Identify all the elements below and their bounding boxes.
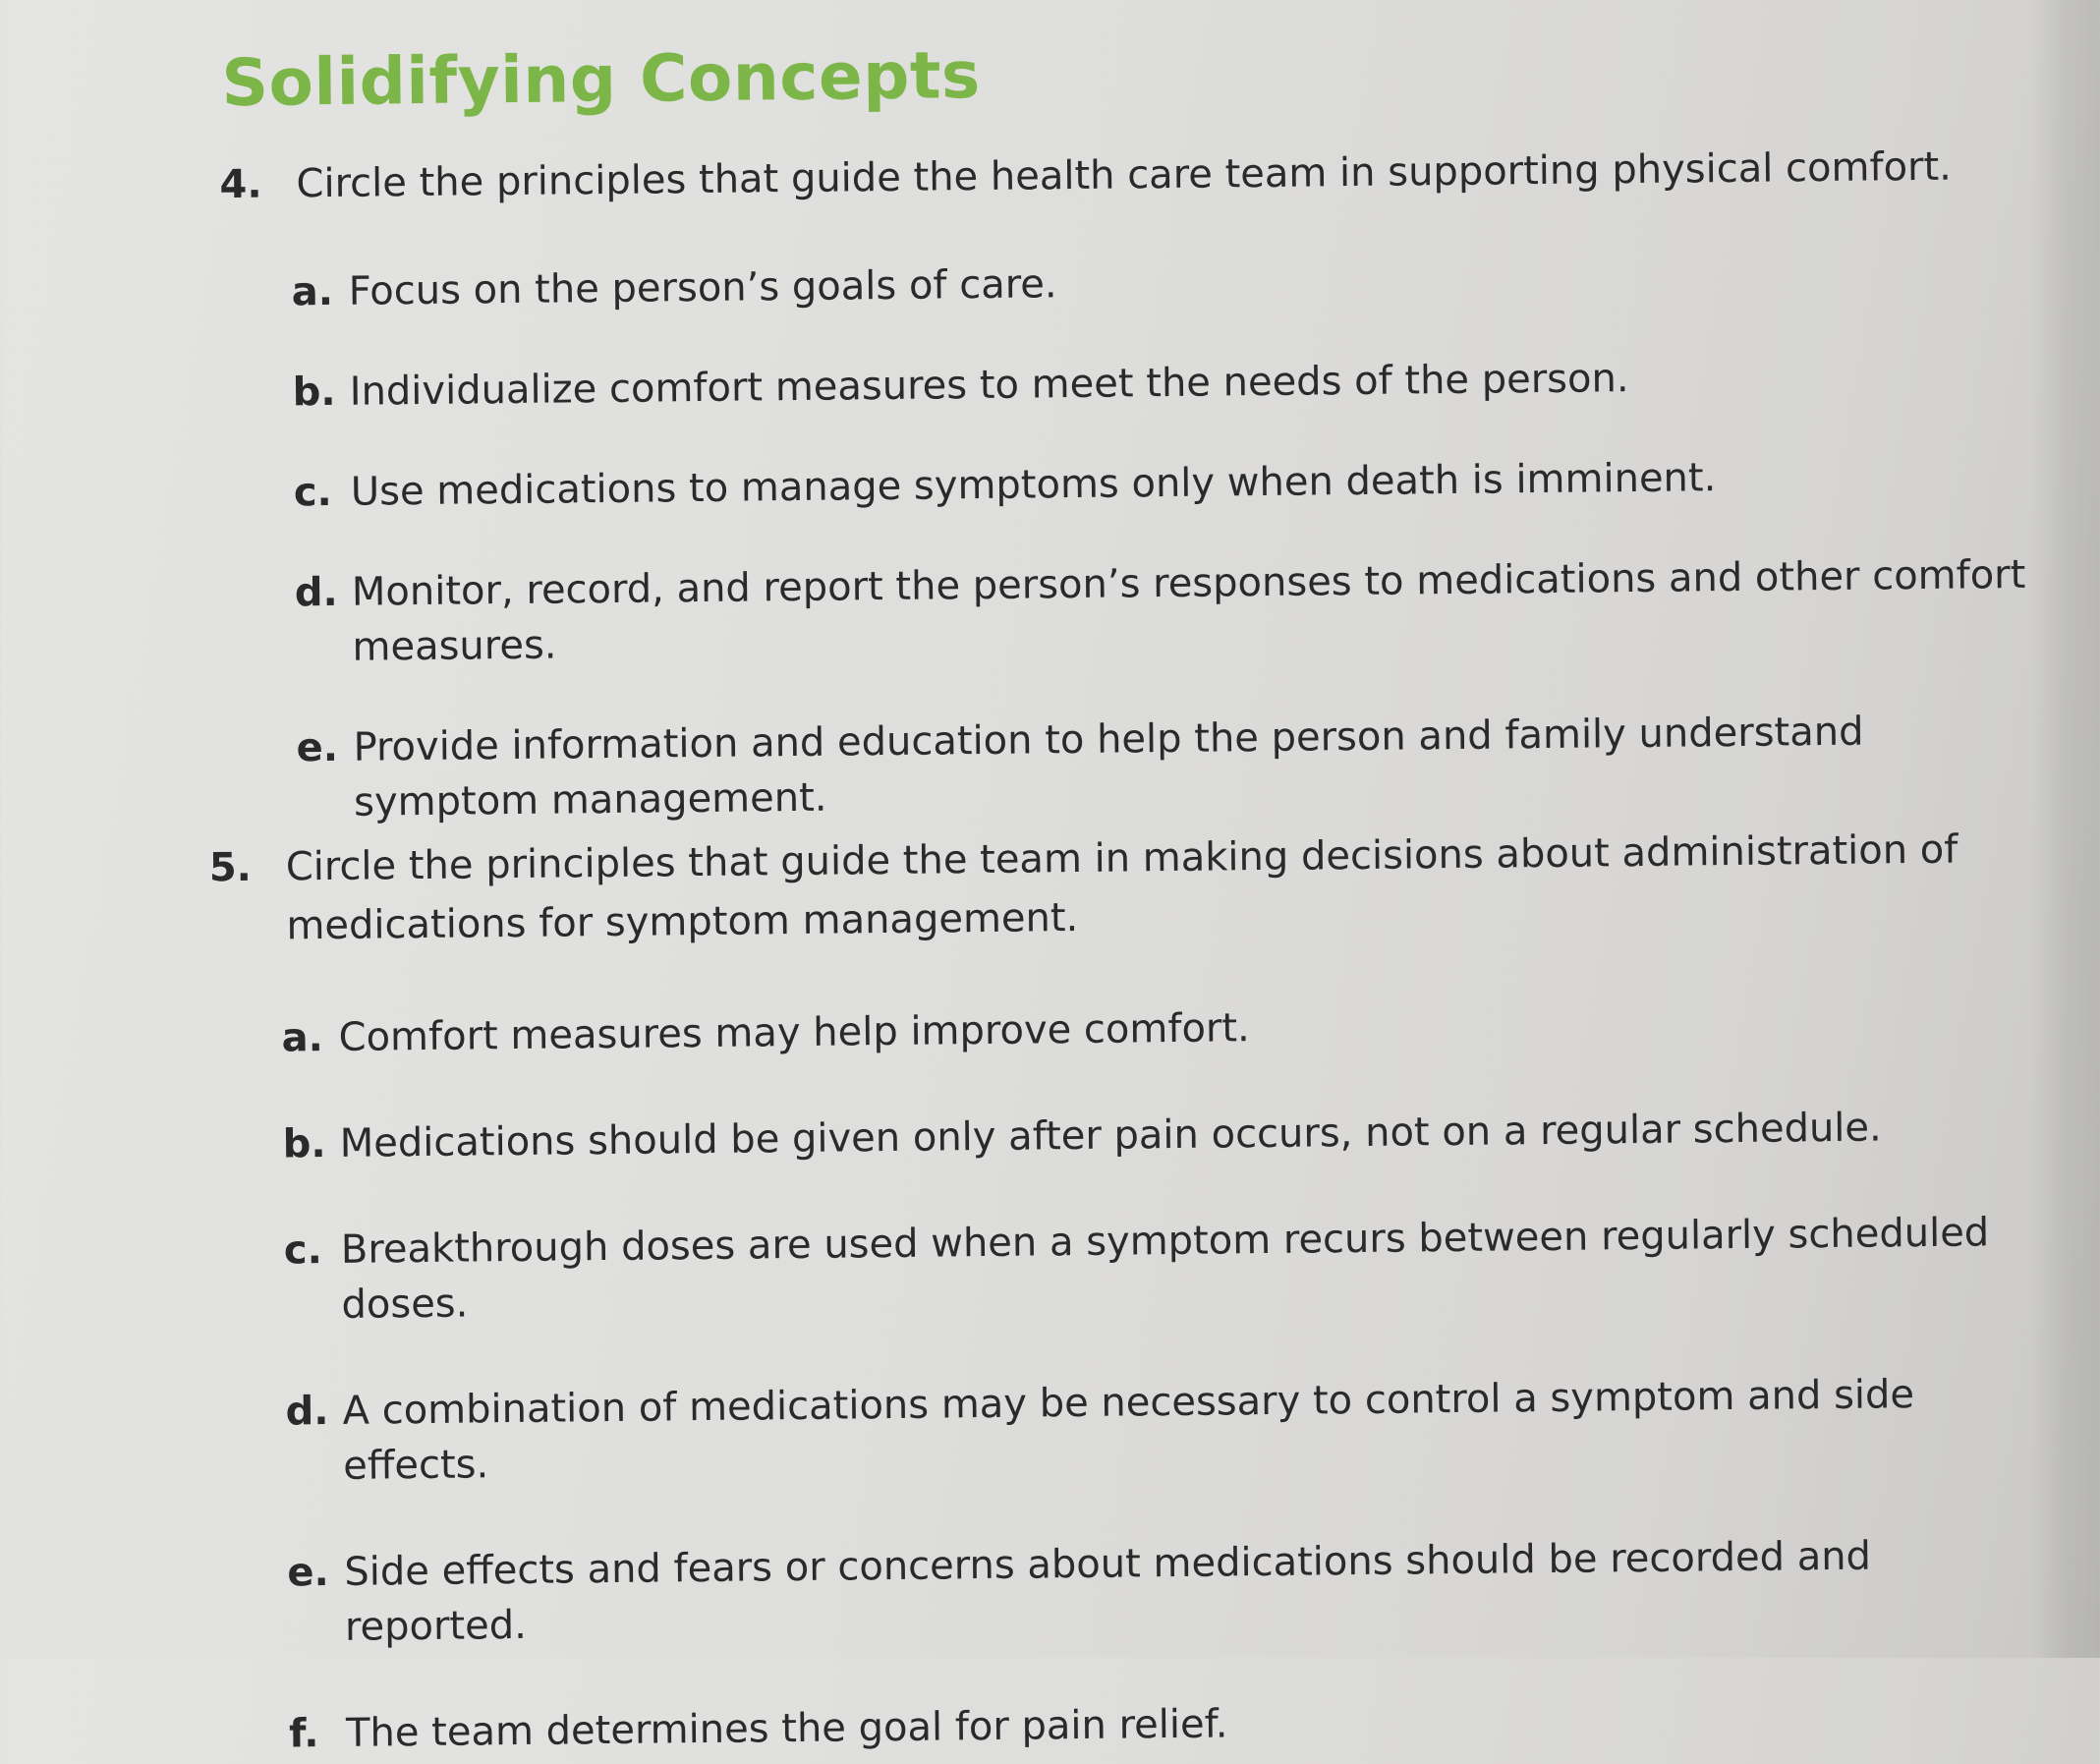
option-letter: f. [288,1711,319,1757]
section-title: Solidifying Concepts [221,36,982,122]
answer-options [210,993,2026,1762]
answer-option-c[interactable] [294,447,2031,521]
option-text: Comfort measures may help improve comfort. [338,1005,1250,1060]
option-letter: e. [287,1550,329,1596]
question-number: 4. [219,161,262,208]
question-text: Circle the principles that guide the health care team in supporting physical comfort. [296,143,1953,207]
answer-option-c[interactable] [284,1205,2022,1334]
option-text: A combination of medications may be necessary to control a symptom and side effects. [342,1372,1915,1489]
answer-option-d[interactable] [285,1366,2023,1495]
option-text: Medications should be given only after pain occurs, not on a regular schedule. [339,1105,1882,1167]
answer-option-a[interactable] [281,993,2018,1066]
answer-option-f[interactable] [289,1688,2026,1762]
option-text: Provide information and education to help the person and family understand symptom management. [353,709,1864,825]
option-letter: a. [291,268,334,315]
question-text: Circle the principles that guide the team in making decisions about administration of medications for symptom management. [285,826,1958,949]
option-letter: b. [292,369,336,416]
option-letter: e. [296,724,339,771]
option-letter: d. [294,569,338,616]
option-letter: b. [282,1121,326,1167]
answer-option-b[interactable] [282,1099,2019,1172]
answer-option-b[interactable] [292,347,2029,421]
option-text: Side effects and fears or concerns about medications should be recorded and reported. [344,1533,1872,1650]
page-edge-shadow [2031,0,2100,1658]
option-text: Monitor, record, and report the person’s responses to medications and other comfort measures. [351,551,2026,670]
question-5 [209,820,2027,1762]
answer-option-d[interactable] [295,547,2033,676]
answer-options [220,247,2034,831]
option-text: Individualize comfort measures to meet the needs of the person. [349,356,1629,415]
option-letter: c. [293,469,332,516]
option-text: Breakthrough doses are used when a symptom recurs between regularly scheduled doses. [340,1210,1990,1328]
question-4 [219,137,2034,831]
option-text: The team determines the goal for pain relief. [345,1701,1228,1756]
option-letter: c. [283,1227,323,1274]
question-prompt [219,137,2028,214]
option-text: Focus on the person’s goals of care. [348,261,1057,314]
answer-option-a[interactable] [291,247,2028,320]
question-number: 5. [208,844,253,891]
option-letter: d. [285,1389,329,1435]
option-text: Use medications to manage symptoms only when death is imminent. [350,455,1717,515]
answer-option-e[interactable] [296,703,2034,831]
answer-option-e[interactable] [287,1527,2025,1656]
option-letter: a. [281,1015,324,1061]
question-prompt [209,820,2018,956]
